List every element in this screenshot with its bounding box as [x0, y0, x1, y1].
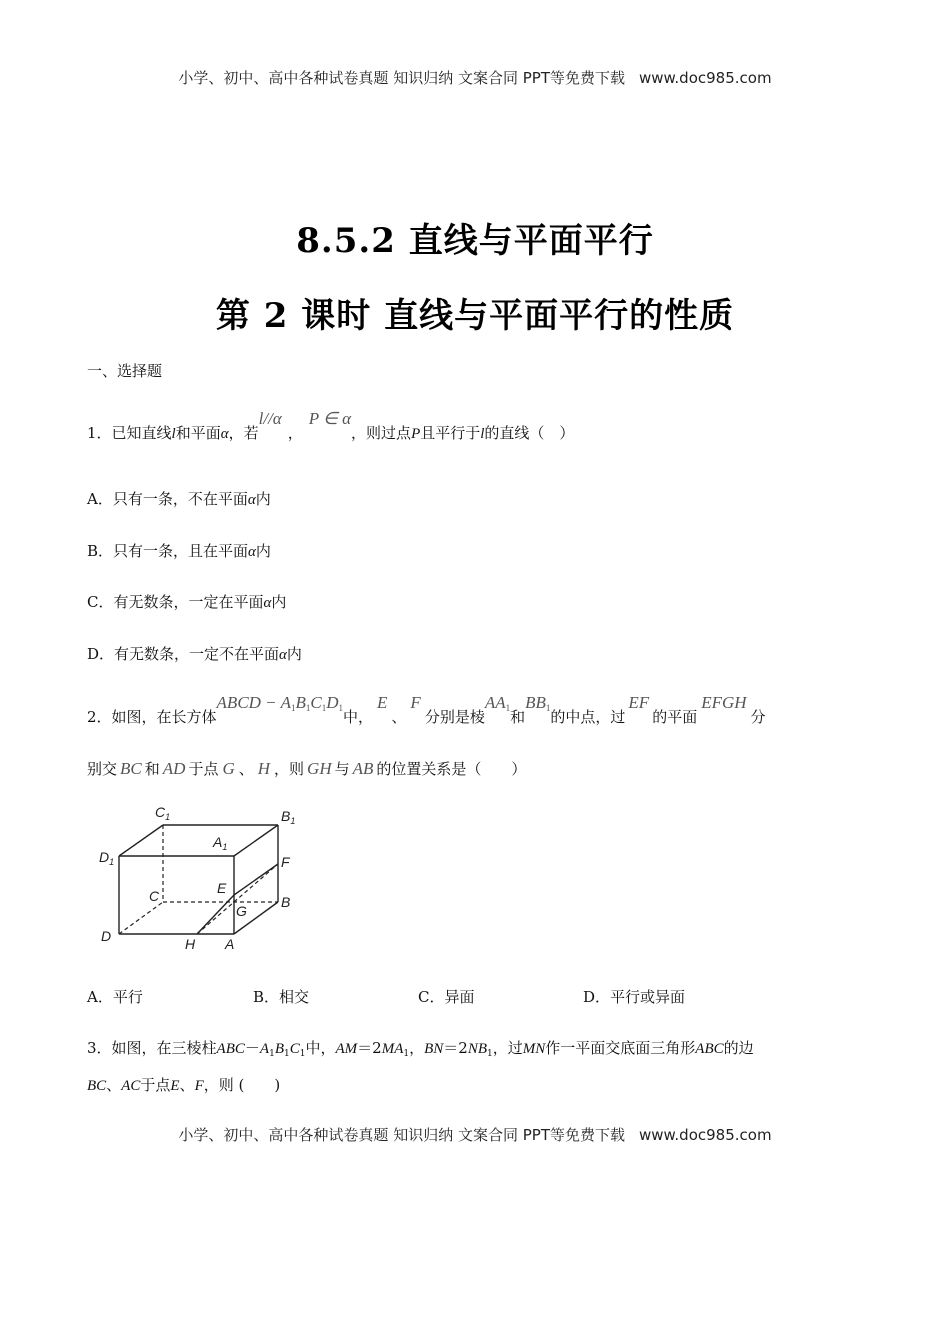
page-title: 8.5.2 直线与平面平行	[296, 221, 654, 261]
q2-option-c[interactable]: C．异面	[418, 988, 475, 1006]
condition-belongs: P ∈ α	[308, 409, 352, 428]
label-f: F	[281, 854, 290, 870]
label-d: D	[101, 928, 112, 944]
q2-option-a[interactable]: A．平行	[87, 988, 143, 1006]
q2-option-b[interactable]: B．相交	[253, 988, 310, 1006]
label-g: G	[236, 903, 247, 919]
cuboid-name: ABCD − $A_1B_1C_1D_1$	[216, 693, 343, 713]
section-heading: 一、选择题	[87, 362, 163, 380]
page-subtitle: 第 2 课时 直线与平面平行的性质	[215, 296, 735, 336]
label-d1: $D_1$	[99, 849, 115, 867]
label-a: A	[225, 936, 235, 952]
cuboid-figure	[95, 795, 310, 960]
header-text: 小学、初中、高中各种试卷真题 知识归纳 文案合同 PPT等免费下载	[178, 69, 625, 87]
header-url[interactable]: www.doc985.com	[638, 69, 772, 87]
label-b1: $B_1$	[281, 808, 296, 826]
q1-option-b[interactable]: B．只有一条，且在平面α内	[87, 542, 271, 560]
q2-option-d[interactable]: D．平行或异面	[583, 988, 686, 1006]
label-c1: $C_1$	[155, 804, 171, 822]
question-3-stem-line1: 3．如图，在三棱柱$ABC-A_1B_1C_1$中，$AM=2MA_1$，$BN=2NB_1$，过MN作一平面交底面三角形ABC的边	[87, 1039, 754, 1059]
label-a1: $A_1$	[213, 834, 228, 852]
label-b: B	[281, 894, 291, 910]
question-3-stem-line2: BC、AC于点E、F，则 ( )	[87, 1076, 281, 1094]
question-2-stem-line2: 别交 BC 和 AD 于点 G 、 H ，则 GH 与 AB 的位置关系是（ ）	[87, 759, 527, 778]
q1-option-c[interactable]: C．有无数条，一定在平面α内	[87, 593, 287, 611]
page-footer	[0, 1124, 950, 1145]
footer-text: 小学、初中、高中各种试卷真题 知识归纳 文案合同 PPT等免费下载	[178, 1126, 625, 1144]
q1-option-a[interactable]: A．只有一条，不在平面α内	[87, 490, 271, 508]
question-2-stem-line1: 2．如图，在长方体ABCD − $A_1B_1C_1D_1$中，E、F分别是棱$AA_1$和$BB_1$的中点，过EF的平面EFGH分	[87, 693, 766, 726]
label-c: C	[149, 888, 160, 904]
condition-parallel: l//α	[258, 409, 282, 428]
label-e: E	[217, 880, 227, 896]
footer-url[interactable]: www.doc985.com	[638, 1126, 772, 1144]
q1-option-d[interactable]: D．有无数条，一定不在平面α内	[87, 645, 302, 663]
page-header	[0, 67, 950, 88]
label-h: H	[185, 936, 196, 952]
question-1-stem: 1．已知直线l和平面α，若l//α，P ∈ α，则过点P且平行于l的直线（ ）	[87, 409, 575, 442]
